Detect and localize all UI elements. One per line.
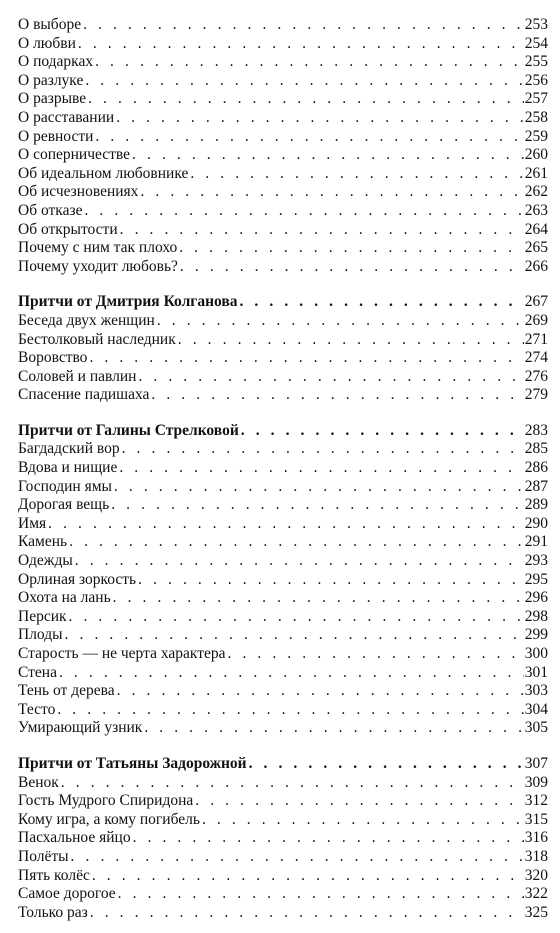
toc-entry [18, 608, 548, 627]
toc-entry-title: Полёты [18, 847, 69, 865]
toc-entry-title: Об исчезновениях [18, 183, 139, 201]
dot-leader [111, 496, 524, 515]
toc-entry [18, 16, 548, 35]
toc-entry-page: 322 [524, 885, 548, 903]
dot-leader [85, 72, 523, 91]
toc-entry-title: Об открытости [18, 220, 118, 238]
toc-entry [18, 440, 548, 459]
toc-entry [18, 183, 548, 202]
toc-entry-title: Имя [18, 514, 47, 532]
toc-entry [18, 459, 548, 478]
toc-entry [18, 349, 548, 368]
dot-leader [119, 459, 523, 478]
dot-leader [88, 90, 524, 109]
toc-entry-title: Соловей и павлин [18, 367, 137, 385]
dot-leader [144, 719, 523, 738]
dot-leader [132, 146, 524, 165]
toc-entry-page: 261 [524, 164, 548, 182]
dot-leader [48, 515, 524, 534]
toc-entry-title: Багдадский вор [18, 440, 120, 458]
dot-leader [95, 128, 523, 147]
toc-entry [18, 701, 548, 720]
toc-entry-page: 264 [524, 220, 548, 238]
dot-leader [180, 258, 524, 277]
dot-leader [133, 829, 524, 848]
dot-leader [61, 774, 524, 793]
toc-entry [18, 904, 548, 923]
dot-leader [90, 904, 524, 923]
toc-entry [18, 478, 548, 497]
toc-entry [18, 533, 548, 552]
dot-leader [178, 331, 524, 350]
toc-entry [18, 515, 548, 534]
toc-entry-title: Гость Мудрого Спиридона [18, 792, 194, 810]
toc-entry-title: Дорогая вещь [18, 496, 110, 514]
dot-leader [195, 792, 523, 811]
dot-leader [179, 239, 524, 258]
toc-entry-page: 276 [524, 367, 548, 385]
toc-entry [18, 128, 548, 147]
toc-entry-page: 293 [524, 552, 548, 570]
toc-entry [18, 626, 548, 645]
toc-entry [18, 664, 548, 683]
dot-leader [69, 533, 524, 552]
dot-leader [65, 626, 524, 645]
toc-entry-title: Умирающий узник [18, 719, 143, 737]
dot-leader [190, 165, 523, 184]
dot-leader [114, 478, 524, 497]
toc-entry-title: О расставании [18, 108, 115, 126]
toc-entry [18, 239, 548, 258]
toc-entry [18, 867, 548, 886]
dot-leader [89, 349, 523, 368]
toc-entry-page: 259 [524, 127, 548, 145]
toc-entry-page: 291 [524, 533, 548, 551]
toc-entry [18, 774, 548, 793]
toc-entry-page: 258 [524, 108, 548, 126]
section-gap [18, 738, 548, 755]
toc-entry-title: Старость — не черта характера [18, 645, 226, 662]
toc-entry-page: 255 [524, 53, 548, 71]
dot-leader [239, 293, 523, 312]
dot-leader [57, 701, 523, 720]
section-gap [18, 276, 548, 293]
dot-leader [59, 664, 524, 683]
toc-entry-page: 266 [524, 257, 548, 275]
dot-leader [116, 109, 524, 128]
dot-leader [228, 645, 524, 664]
toc-entry-page: 279 [524, 386, 548, 404]
toc-entry-page: 290 [524, 514, 548, 532]
toc-entry [18, 35, 548, 54]
toc-entry-title: О разлуке [18, 71, 84, 89]
toc-entry-title: Самое дорогое [18, 885, 116, 903]
dot-leader [202, 811, 524, 830]
toc-entry-page: 304 [524, 700, 548, 718]
toc-entry-page: 300 [524, 645, 548, 662]
toc-entry-title: О любви [18, 34, 76, 52]
toc-entry-title: Тень от дерева [18, 682, 115, 700]
toc-entry-title: Стена [18, 663, 57, 681]
toc-entry-page: 287 [524, 477, 548, 495]
dot-leader [249, 755, 524, 774]
toc-section-page: 283 [524, 421, 548, 439]
toc-entry-title: Беседа двух женщин [18, 311, 155, 329]
toc-entry [18, 368, 548, 387]
toc-section-page: 267 [524, 293, 548, 311]
toc-entry-page: 256 [524, 71, 548, 89]
dot-leader [122, 440, 524, 459]
toc-entry-page: 289 [524, 496, 548, 514]
toc-entry-title: Камень [18, 533, 68, 551]
toc-entry-title: Тесто [18, 700, 56, 718]
dot-leader [84, 202, 523, 221]
toc-entry [18, 258, 548, 277]
toc-entry-title: Пасхальное яйцо [18, 829, 131, 847]
toc-entry [18, 848, 548, 867]
dot-leader [140, 183, 523, 202]
toc-entry [18, 719, 548, 738]
toc-entry-title: Одежды [18, 552, 73, 570]
toc-entry-title: Охота на лань [18, 589, 111, 607]
toc-entry [18, 386, 548, 405]
toc-entry-page: 254 [524, 34, 548, 52]
toc-entry-title: Вдова и нищие [18, 459, 118, 477]
toc-entry [18, 331, 548, 350]
toc-entry [18, 811, 548, 830]
toc-section-page: 307 [524, 754, 548, 772]
toc-entry [18, 53, 548, 72]
toc-entry-title: О ревности [18, 127, 94, 145]
toc-entry [18, 571, 548, 590]
toc-entry-title: О подарках [18, 53, 94, 71]
toc-entry [18, 202, 548, 221]
toc-entry-page: 274 [524, 349, 548, 367]
toc-entry [18, 682, 548, 701]
toc-entry-page: 260 [524, 146, 548, 164]
toc-entry [18, 221, 548, 240]
toc-entry-page: 271 [524, 330, 548, 348]
dot-leader [118, 885, 524, 904]
toc-entry-title: О соперничестве [18, 146, 131, 164]
toc-entry-page: 318 [524, 847, 548, 865]
toc-entry-title: Почему уходит любовь? [18, 257, 178, 275]
dot-leader [138, 368, 523, 387]
toc-entry-page: 295 [524, 570, 548, 588]
dot-leader [157, 312, 524, 331]
toc-entry-page: 316 [524, 829, 548, 847]
toc-entry-page: 286 [524, 459, 548, 477]
dot-leader [113, 589, 524, 608]
toc-entry-title: Об отказе [18, 201, 83, 219]
toc-section-title: Притчи от Галины Стрелковой [18, 421, 239, 439]
toc-entry-page: 309 [524, 773, 548, 791]
toc-entry-title: Бестолковый наследник [18, 330, 176, 348]
dot-leader [83, 16, 524, 35]
toc-entry [18, 552, 548, 571]
toc-entry-page: 263 [524, 201, 548, 219]
toc-entry [18, 90, 548, 109]
toc-entry-page: 305 [524, 719, 548, 737]
toc-entry-page: 253 [524, 16, 548, 33]
toc-entry-title: Почему с ним так плохо [18, 239, 178, 257]
toc-entry-title: Господин ямы [18, 477, 112, 495]
toc-entry-page: 265 [524, 239, 548, 257]
toc-entry-page: 320 [524, 866, 548, 884]
toc-entry-title: Орлиная зоркость [18, 570, 137, 588]
toc-entry-page: 298 [524, 607, 548, 625]
toc-entry-title: О разрыве [18, 90, 87, 108]
toc-entry [18, 165, 548, 184]
toc-entry [18, 312, 548, 331]
toc-entry [18, 109, 548, 128]
toc-section-title: Притчи от Дмитрия Колганова [18, 293, 238, 311]
table-of-contents [18, 16, 548, 922]
toc-section-heading [18, 755, 548, 774]
toc-entry-title: Венок [18, 773, 59, 791]
toc-section-heading [18, 293, 548, 312]
toc-entry-title: Плоды [18, 626, 63, 644]
dot-leader [241, 422, 524, 441]
toc-entry-page: 299 [524, 626, 548, 644]
toc-entry-title: Кому игра, а кому погибель [18, 810, 200, 828]
toc-entry-title: Персик [18, 607, 67, 625]
toc-entry-title: Пять колёс [18, 866, 90, 884]
dot-leader [69, 608, 524, 627]
toc-entry-title: О выборе [18, 16, 82, 33]
toc-entry-title: Об идеальном любовнике [18, 164, 189, 182]
toc-entry-page: 325 [524, 903, 548, 921]
toc-entry [18, 792, 548, 811]
dot-leader [75, 552, 524, 571]
toc-entry-page: 303 [524, 682, 548, 700]
toc-entry-page: 301 [524, 663, 548, 681]
toc-entry-title: Только раз [18, 903, 88, 921]
section-gap [18, 405, 548, 422]
toc-entry [18, 589, 548, 608]
dot-leader [71, 848, 524, 867]
toc-entry [18, 885, 548, 904]
dot-leader [120, 221, 524, 240]
toc-entry [18, 829, 548, 848]
toc-entry [18, 645, 548, 664]
toc-section-heading [18, 422, 548, 441]
dot-leader [151, 386, 523, 405]
toc-entry [18, 72, 548, 91]
toc-entry [18, 496, 548, 515]
toc-entry-page: 312 [524, 792, 548, 810]
dot-leader [92, 867, 524, 886]
dot-leader [138, 571, 524, 590]
toc-entry-page: 315 [524, 810, 548, 828]
dot-leader [78, 35, 524, 54]
dot-leader [117, 682, 524, 701]
toc-entry-page: 269 [524, 311, 548, 329]
toc-entry-page: 285 [524, 440, 548, 458]
toc-entry [18, 146, 548, 165]
toc-entry-page: 262 [524, 183, 548, 201]
toc-entry-page: 257 [524, 90, 548, 108]
dot-leader [95, 53, 524, 72]
toc-entry-page: 296 [524, 589, 548, 607]
toc-section-title: Притчи от Татьяны Задорожной [18, 754, 247, 772]
toc-entry-title: Воровство [18, 349, 88, 367]
toc-entry-title: Спасение падишаха [18, 386, 150, 404]
